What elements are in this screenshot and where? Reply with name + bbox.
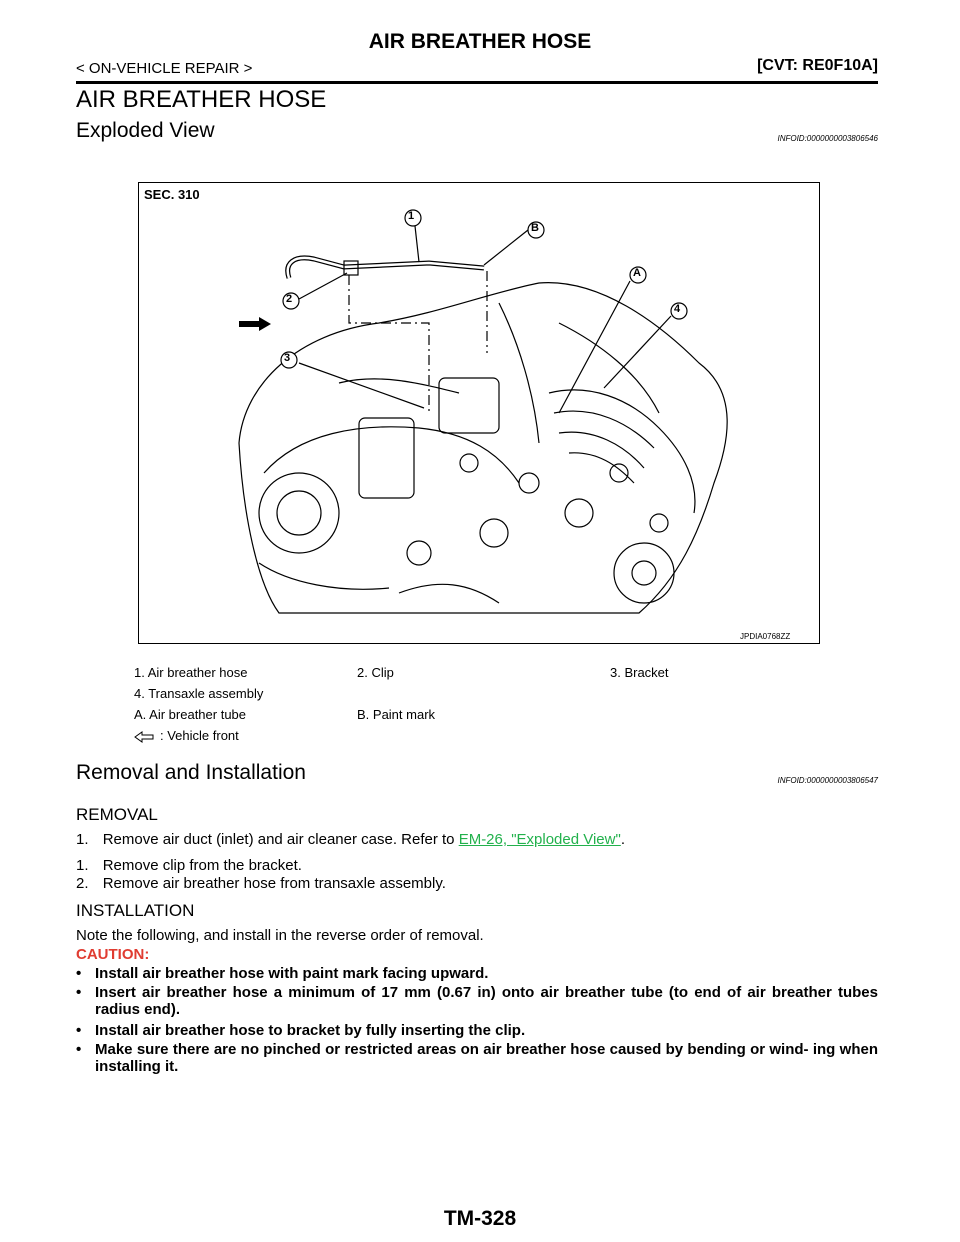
bullet-text: Make sure there are no pinched or restricted areas on air breather hose caused by bending or wind- ing when installing it. (95, 1041, 878, 1075)
exploded-view-figure (138, 182, 820, 644)
bullet-dot: • (76, 965, 82, 982)
figure-code: JPDIA0768ZZ (740, 632, 791, 641)
legend-item-2: 2. Clip (357, 665, 394, 680)
bullet-text: Install air breather hose with paint mark facing upward. (95, 965, 489, 982)
callout-a: A (633, 267, 641, 279)
running-header-title: AIR BREATHER HOSE (368, 30, 592, 53)
callout-1: 1 (408, 210, 415, 222)
running-header-model: [CVT: RE0F10A] (757, 57, 878, 74)
vehicle-front-arrow-icon (239, 317, 271, 331)
callout-4: 4 (674, 303, 681, 315)
bullet-dot: • (76, 1041, 82, 1058)
step-text: Remove air breather hose from transaxle assembly. (102, 875, 446, 892)
figure-section-label: SEC. 310 (144, 187, 200, 202)
installation-title: INSTALLATION (76, 901, 195, 920)
legend-arrow-icon (134, 730, 154, 748)
callout-b: B (531, 222, 539, 234)
legend-item-3: 3. Bracket (610, 665, 669, 680)
step-text: Remove air duct (inlet) and air cleaner case. Refer to (102, 831, 459, 848)
exploded-view-illustration (139, 183, 818, 642)
removal-pre-step (76, 831, 876, 848)
em-26-exploded-view-link[interactable]: EM-26, "Exploded View" (458, 831, 621, 848)
removal-step-1 (76, 857, 302, 874)
legend-item-b: B. Paint mark (357, 707, 436, 722)
legend-item-a: A. Air breather tube (134, 707, 247, 722)
callout-3: 3 (284, 352, 291, 364)
removal-title: REMOVAL (76, 805, 158, 824)
bullet-dot: • (76, 984, 82, 1001)
removal-installation-infoid: INFOID:0000000003806547 (777, 776, 878, 785)
callout-2: 2 (286, 293, 293, 305)
page-heading: AIR BREATHER HOSE (76, 86, 327, 113)
bullet-text: Insert air breather hose a minimum of 17 mm (0.67 in) onto air breather tube (to end of air breather tubes radius end). (95, 984, 878, 1018)
caution-bullet-4 (76, 1041, 878, 1075)
page-number: TM-328 (443, 1207, 517, 1230)
caution-bullet-3 (76, 1022, 878, 1039)
exploded-view-heading: Exploded View (76, 119, 215, 142)
step-number: 2. (76, 875, 89, 892)
step-number: 1. (76, 857, 89, 874)
step-text-end: . (620, 831, 625, 848)
legend-item-4: 4. Transaxle assembly (134, 686, 264, 701)
caution-bullet-2 (76, 984, 878, 1018)
exploded-view-infoid: INFOID:0000000003806546 (777, 134, 878, 143)
step-text: Remove clip from the bracket. (102, 857, 302, 874)
installation-intro: Note the following, and install in the reverse order of removal. (76, 927, 484, 944)
bullet-text: Install air breather hose to bracket by fully inserting the clip. (95, 1022, 526, 1039)
removal-step-2 (76, 875, 446, 892)
legend-item-1: 1. Air breather hose (134, 665, 248, 680)
running-header-section: < ON-VEHICLE REPAIR > (76, 60, 253, 77)
removal-installation-heading: Removal and Installation (76, 761, 306, 784)
caution-bullet-1 (76, 965, 878, 982)
header-rule (76, 81, 878, 84)
legend-item-vehicle-front: : Vehicle front (160, 728, 239, 743)
bullet-dot: • (76, 1022, 82, 1039)
caution-label: CAUTION: (76, 946, 150, 963)
step-number: 1. (76, 831, 89, 848)
